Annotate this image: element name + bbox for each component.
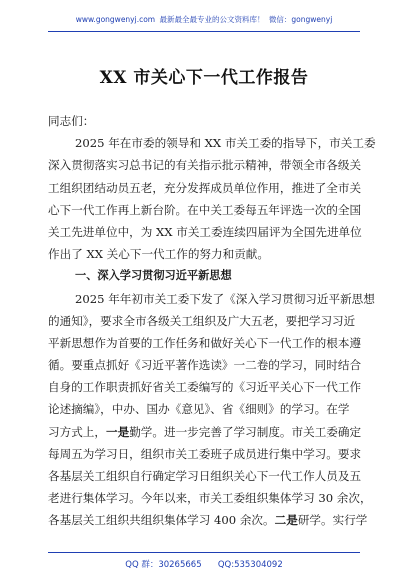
body-text: 习方式上， [48, 424, 106, 439]
footer-divider [48, 552, 360, 553]
body-line: 平新思想作为首要的工作任务和做好关心下一代工作的根本遵 [48, 335, 362, 350]
body-line: 每周五为学习日，组织市关工委班子成员进行集中学习。要求 [48, 446, 362, 461]
site-link[interactable]: www.gongwenyj.com [75, 15, 156, 24]
qq-contact: QQ:535304092 [217, 560, 283, 570]
wechat-id: 微信：gongwenyj [268, 15, 333, 24]
section-heading: 一、深入学习贯彻习近平新思想 [75, 269, 232, 283]
emphasis-text: 二是 [274, 513, 298, 528]
body-line: 2025 年年初市关工委下发了《深入学习贯彻习近平新思想 [75, 291, 375, 306]
body-text: 各基层关工组织共组织集体学习 400 余次。 [48, 513, 275, 528]
document-header [0, 14, 408, 25]
body-line [48, 509, 368, 531]
body-line: 心下一代工作再上新台阶。在中关工委每五年评选一次的全国 [48, 202, 362, 217]
body-text: 研学。实行学 [297, 513, 368, 528]
body-line: 的通知》，要求全市各级关工组织及广大五老，要把学习习近 [48, 313, 356, 328]
body-line: 论述摘编》，中办、国办《意见》、省《细则》的学习。在学 [48, 402, 350, 417]
body-line: 作出了 XX 关心下一代工作的努力和贡献。 [48, 247, 269, 262]
emphasis-text: 一是 [105, 424, 130, 439]
body-text: 勤学。进一步完善了学习制度。市关工委确定 [129, 424, 362, 439]
qq-group: QQ 群：30265665 [125, 560, 202, 570]
header-divider [48, 31, 360, 32]
body-line: 老进行集体学习。今年以来，市关工委组织集体学习 30 余次， [48, 491, 372, 506]
body-line: 2025 年在市委的领导和 XX 市关工委的指导下，市关工委 [75, 136, 376, 151]
body-line: 工组织团结动员五老，充分发挥成员单位作用，推进了全市关 [48, 180, 362, 195]
body-line: 深入贯彻落实习总书记的有关指示批示精神，带领全市各级关 [48, 158, 362, 173]
body-line: 各基层关工组织自行确定学习日组织关心下一代工作人员及五 [48, 469, 362, 483]
body-line: 自身的工作职责抓好省关工委编写的《习近平关心下一代工作 [48, 380, 362, 395]
document-body [48, 110, 376, 532]
salutation: 同志们： [48, 114, 95, 128]
body-line [48, 421, 360, 443]
body-line: 关工先进单位中，为 XX 市关工委连续四届评为全国先进单位 [48, 224, 362, 239]
site-slogan: 最新最全最专业的公文资料库！ [159, 15, 265, 24]
document-footer [0, 558, 408, 570]
document-title: XX 市关心下一代工作报告 [99, 68, 309, 88]
body-line: 循。要重点抓好《习近平著作选读》一二卷的学习，同时结合 [48, 358, 362, 373]
